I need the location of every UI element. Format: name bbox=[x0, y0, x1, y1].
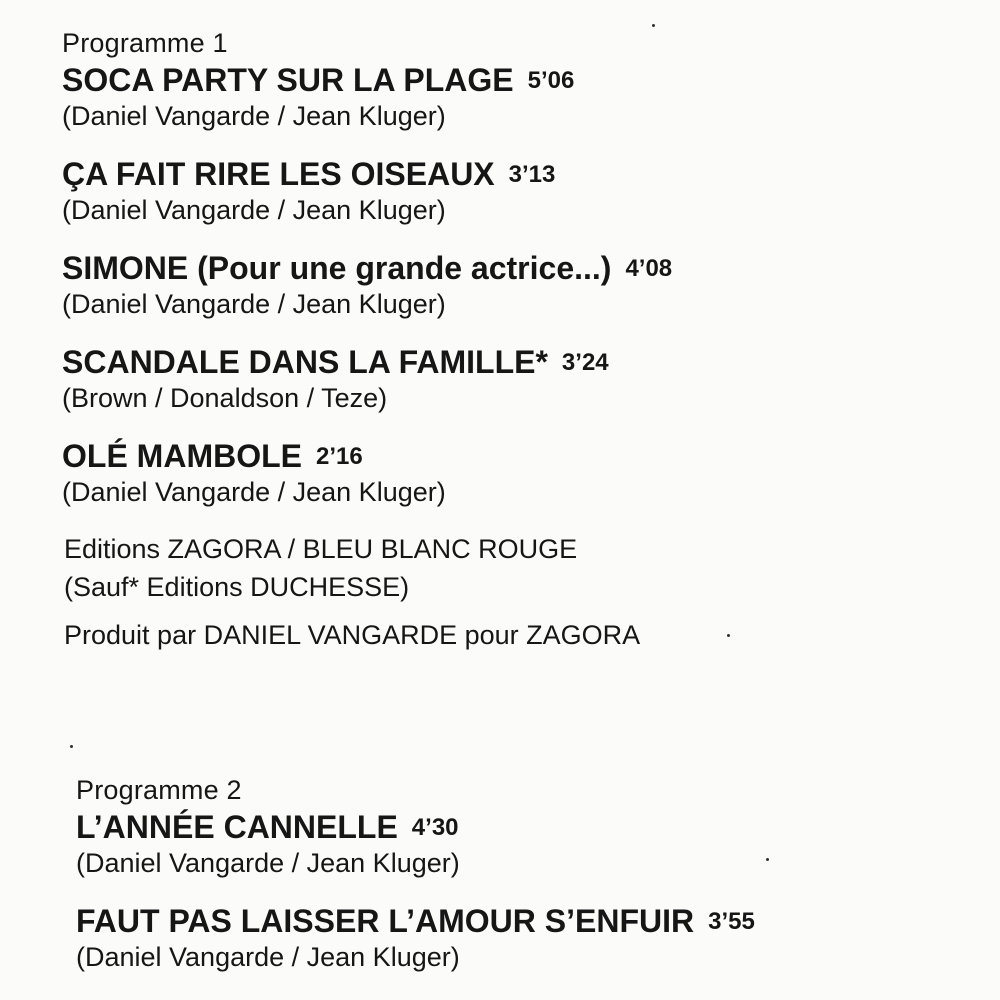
track-title: FAUT PAS LAISSER L’AMOUR S’ENFUIR bbox=[76, 903, 695, 939]
track-credits: (Daniel Vangarde / Jean Kluger) bbox=[62, 477, 446, 507]
track-item bbox=[76, 807, 1000, 879]
program-notes bbox=[64, 530, 1000, 654]
track-title-line bbox=[76, 807, 1000, 847]
track-title-line bbox=[62, 60, 1000, 100]
track-duration: 4’08 bbox=[625, 255, 673, 282]
track-title-line bbox=[62, 436, 1000, 476]
program-heading: Programme 1 bbox=[62, 28, 228, 58]
track-title: SOCA PARTY SUR LA PLAGE bbox=[62, 62, 514, 98]
track-credits: (Daniel Vangarde / Jean Kluger) bbox=[76, 848, 460, 878]
track-title-line bbox=[62, 342, 1000, 382]
program-1 bbox=[0, 26, 1000, 654]
track-duration: 3’55 bbox=[708, 908, 755, 935]
print-speck bbox=[70, 745, 73, 748]
track-duration: 4’30 bbox=[411, 814, 459, 841]
track-credits: (Daniel Vangarde / Jean Kluger) bbox=[62, 289, 446, 319]
track-title-line bbox=[62, 248, 1000, 288]
print-speck bbox=[652, 24, 655, 27]
track-credits: (Daniel Vangarde / Jean Kluger) bbox=[62, 195, 446, 225]
publisher-note: Editions ZAGORA / BLEU BLANC ROUGE bbox=[64, 534, 578, 564]
track-item bbox=[62, 436, 1000, 508]
track-item bbox=[62, 60, 1000, 132]
track-duration: 2’16 bbox=[315, 443, 363, 470]
track-credits: (Daniel Vangarde / Jean Kluger) bbox=[76, 942, 460, 972]
track-item bbox=[62, 342, 1000, 414]
print-speck bbox=[766, 858, 769, 861]
track-duration: 3’13 bbox=[508, 161, 556, 188]
track-item bbox=[62, 154, 1000, 226]
publisher-exception-note: (Sauf* Editions DUCHESSE) bbox=[64, 572, 410, 602]
track-item bbox=[62, 248, 1000, 320]
track-item bbox=[76, 901, 1000, 973]
producer-note: Produit par DANIEL VANGARDE pour ZAGORA bbox=[64, 620, 641, 650]
track-duration: 3’24 bbox=[561, 349, 609, 376]
track-title: L’ANNÉE CANNELLE bbox=[76, 809, 398, 845]
track-duration: 5’06 bbox=[527, 67, 575, 94]
track-title: SIMONE (Pour une grande actrice...) bbox=[62, 250, 612, 286]
track-title: SCANDALE DANS LA FAMILLE* bbox=[62, 344, 548, 380]
print-speck bbox=[727, 634, 730, 637]
track-credits: (Daniel Vangarde / Jean Kluger) bbox=[62, 101, 446, 131]
program-2 bbox=[0, 773, 1000, 995]
program-heading: Programme 2 bbox=[76, 775, 242, 805]
track-title: ÇA FAIT RIRE LES OISEAUX bbox=[62, 156, 495, 192]
track-title-line bbox=[76, 901, 1000, 941]
track-title-line bbox=[62, 154, 1000, 194]
track-credits: (Brown / Donaldson / Teze) bbox=[62, 383, 388, 413]
track-title: OLÉ MAMBOLE bbox=[62, 438, 302, 474]
